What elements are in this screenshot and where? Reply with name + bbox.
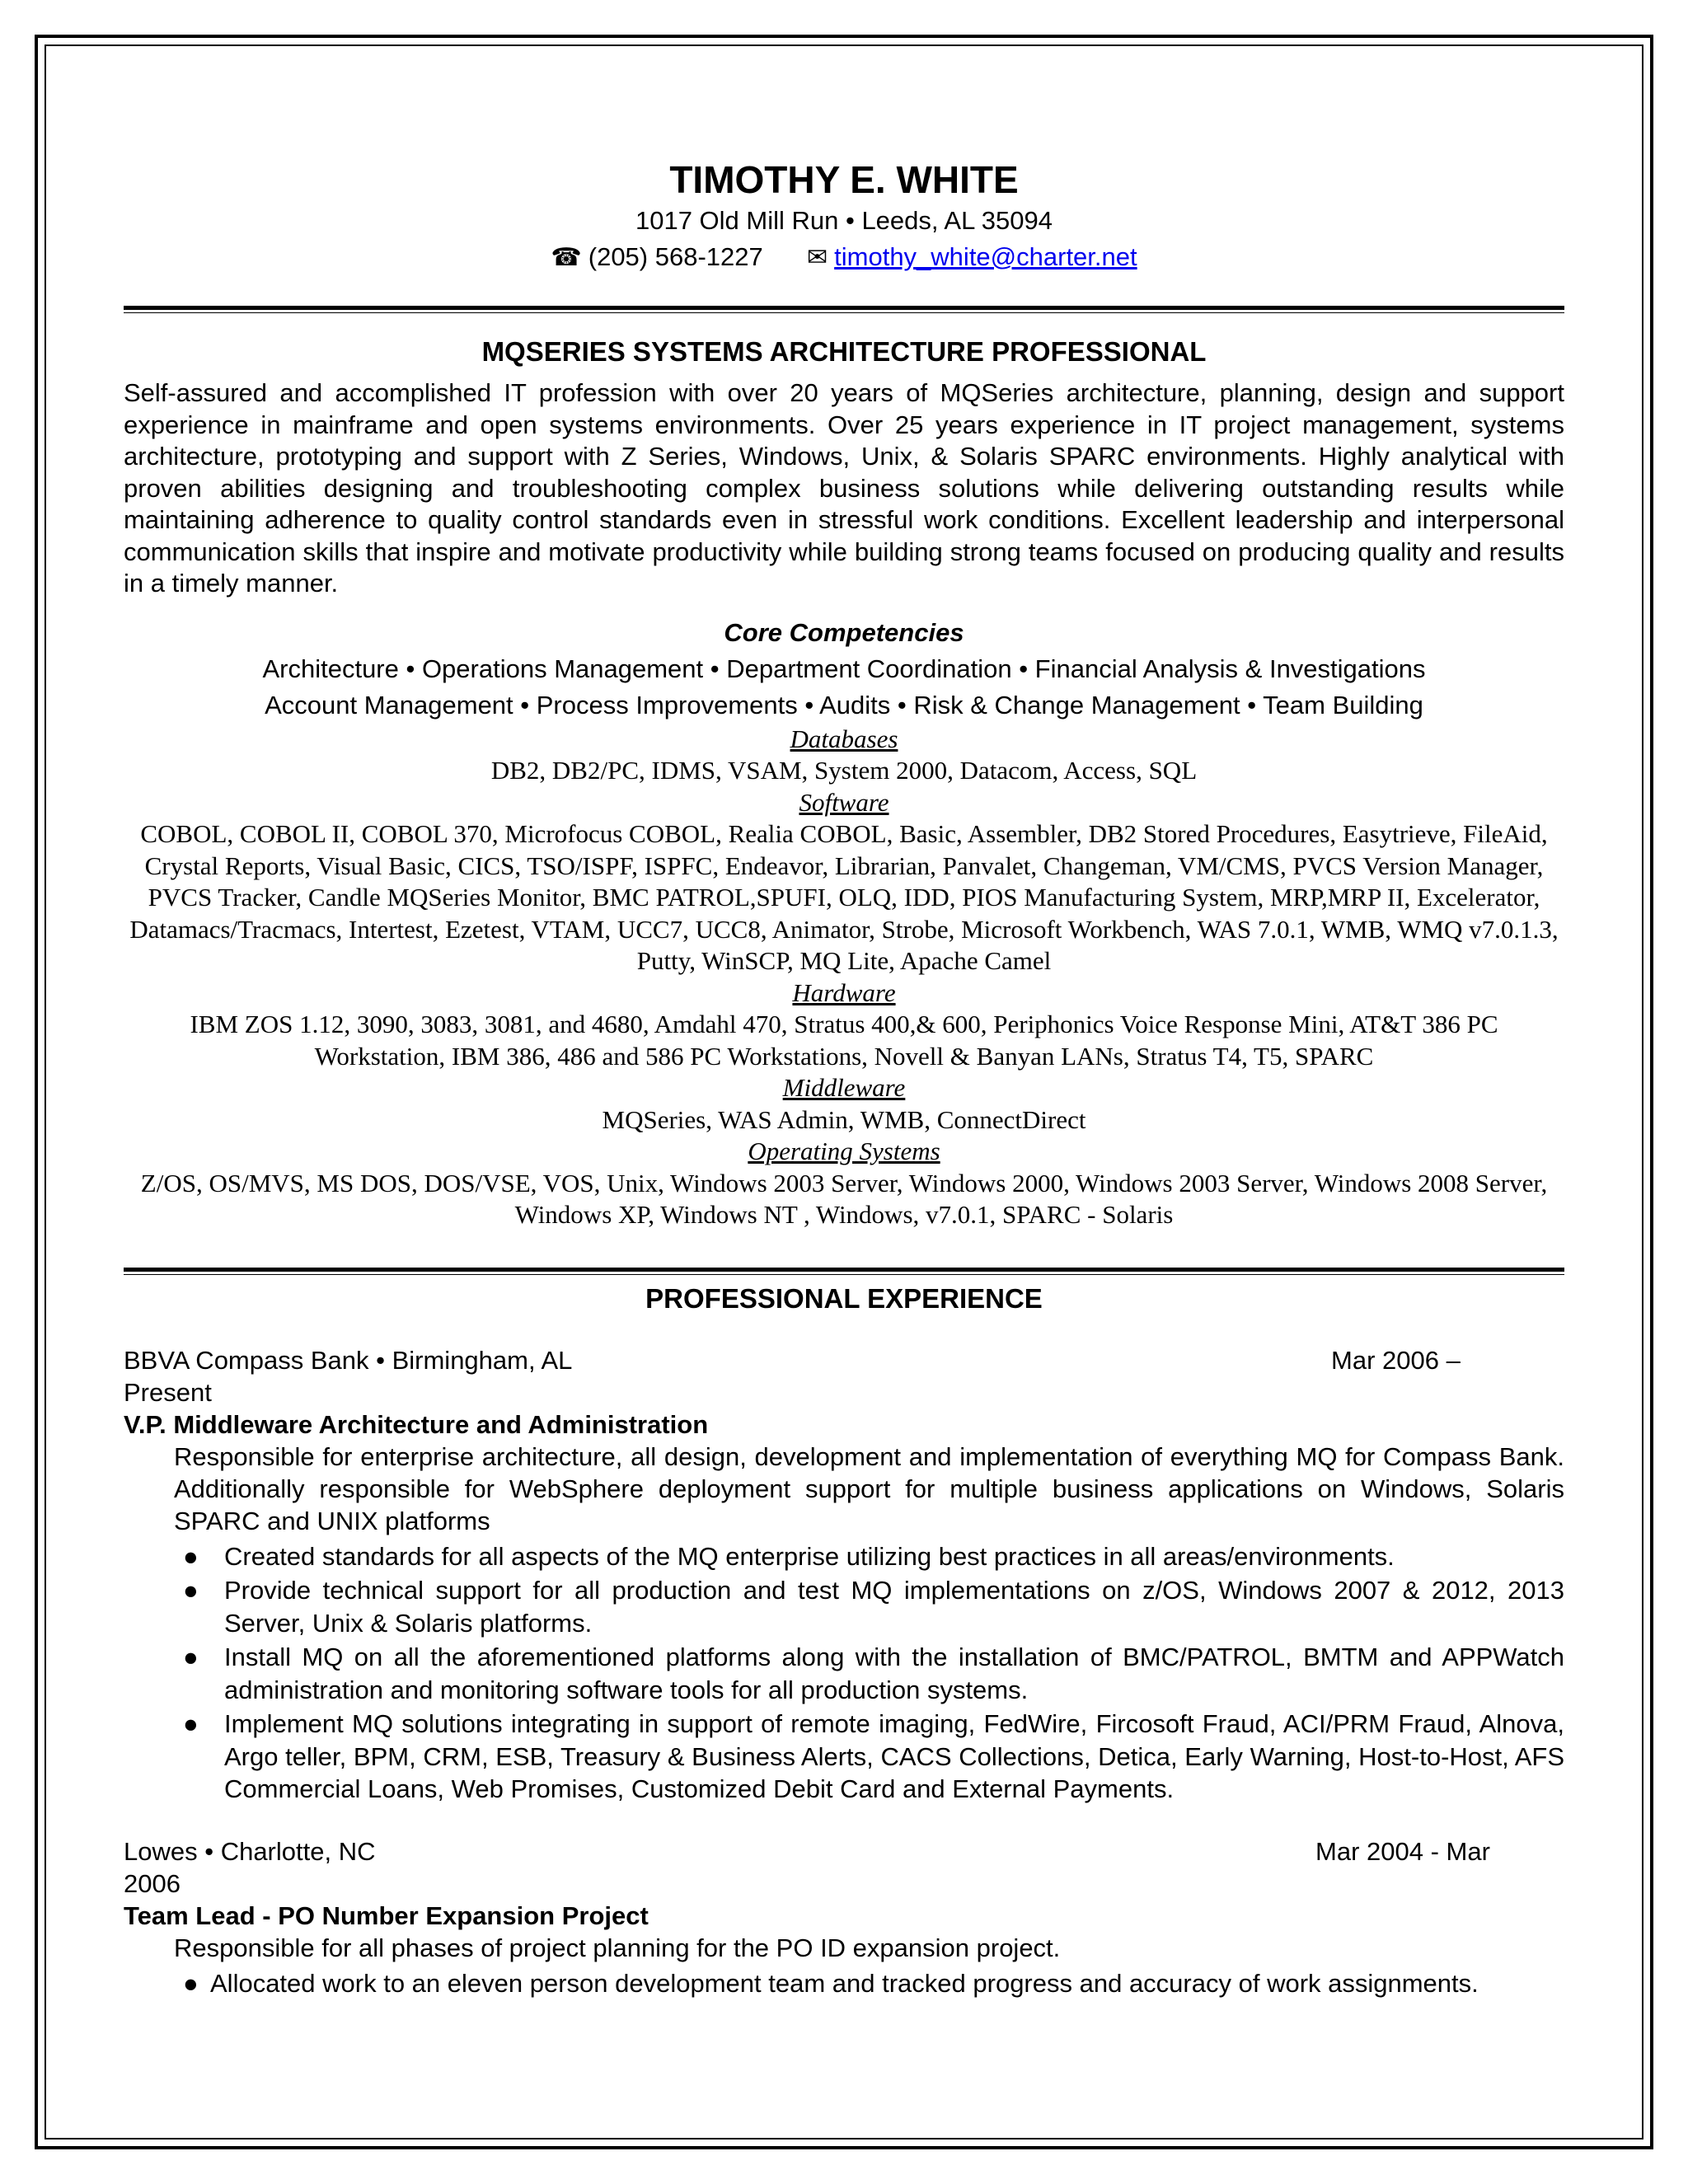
job-company: BBVA Compass Bank • Birmingham, AL: [124, 1345, 573, 1375]
divider: [124, 1268, 1564, 1275]
summary-heading: MQSERIES SYSTEMS ARCHITECTURE PROFESSIONAL: [481, 336, 1207, 367]
operating-systems-list: Z/OS, OS/MVS, MS DOS, DOS/VSE, VOS, Unix, Windows 2003 Server, Windows 2000, Windows 2003 Server, Windows 2008 Server, Windows XP, Windows NT , Windows, v7.0.1, SPARC - Solaris: [140, 1168, 1548, 1229]
core-competencies-heading: Core Competencies: [724, 617, 964, 647]
job-description: Responsible for all phases of project planning for the PO ID expansion project.: [174, 1933, 1061, 1962]
list-item: ● Implement MQ solutions integrating in support of remote imaging, FedWire, Fircosoft Fraud, ACI/PRM Fraud, Alnova, Argo teller, BPM, CRM, ESB, Treasury & Business Alerts, CACS Collections, Detica, Early Warning, Host-to-Host, AFS Commercial Loans, Web Promises, Customized Debit Card and External Payments.: [183, 1709, 1564, 1803]
software-list: COBOL, COBOL II, COBOL 370, Microfocus COBOL, Realia COBOL, Basic, Assembler, DB2 Stored Procedures, Easytrieve, FileAid, Crystal Reports, Visual Basic, CICS, TSO/ISPF, ISPFC, Endeavor, Librarian, Panvalet, Changeman, VM/CMS, PVCS Version Manager, PVCS Tracker, Candle MQSeries Monitor, BMC PATROL,SPUFI, OLQ, IDD, PIOS Manufacturing System, MRP,MRP II, Excelerator, Datamacs/Tracmacs, Intertest, Ezetest, VTAM, UCC7, UCC8, Animator, Strobe, Microsoft Workbench, WAS 7.0.1, WMB, WMQ v7.0.1.3, Putty, WinSCP, MQ Lite, Apache Camel: [129, 819, 1559, 975]
list-item: ● Install MQ on all the aforementioned platforms along with the installation of BMC/PATROL, BMTM and APPWatch administration and monitoring software tools for all production systems.: [183, 1643, 1564, 1704]
job-header: [124, 1835, 1564, 1868]
bullet-icon: ●: [183, 1968, 199, 1998]
email-link[interactable]: timothy_white@charter.net: [834, 242, 1137, 271]
middleware-list: MQSeries, WAS Admin, WMB, ConnectDirect: [602, 1104, 1086, 1134]
resume: [124, 157, 1564, 2001]
core-competencies-line-2: Account Management • Process Improvements • Audits • Risk & Change Management • Team Building: [265, 690, 1423, 719]
databases-label: Databases: [790, 724, 898, 753]
job-company: Lowes • Charlotte, NC: [124, 1836, 376, 1866]
experience-heading: PROFESSIONAL EXPERIENCE: [645, 1282, 1043, 1314]
bullet-icon: ●: [183, 1541, 199, 1571]
job-date-end: Present: [124, 1377, 212, 1407]
operating-systems-label: Operating Systems: [748, 1137, 940, 1165]
job-description: Responsible for enterprise architecture, all design, development and implementation of everything MQ for Compass Bank. Additionally responsible for WebSphere deployment support for multiple business applications on Windows, Solaris SPARC and UNIX platforms: [174, 1441, 1564, 1535]
middleware-label: Middleware: [782, 1073, 906, 1102]
envelope-icon: ✉: [807, 244, 828, 271]
hardware-list: IBM ZOS 1.12, 3090, 3083, 3081, and 4680, Amdahl 470, Stratus 400,& 600, Periphonics Voice Response Mini, AT&T 386 PC Workstation, IBM 386, 486 and 586 PC Workstations, Novell & Banyan LANs, Stratus T4, T5, SPARC: [190, 1010, 1498, 1071]
bullet-icon: ●: [183, 1709, 199, 1738]
divider: [124, 306, 1564, 313]
software-label: Software: [799, 787, 889, 817]
phone-icon: ☎: [551, 244, 582, 271]
job-entry: [124, 1344, 1564, 1806]
summary-text: Self-assured and accomplished IT profession with over 20 years of MQSeries architecture, planning, design and support experience in mainframe and open systems environments. Over 25 years experience in IT project management, systems architecture, prototyping and support with Z Series, Windows, Unix, & Solaris SPARC environments. Highly analytical with proven abilities designing and troubleshooting complex business solutions while delivering outstanding results while maintaining adherence to quality control standards even in stressful work conditions. Excellent leadership and interpersonal communication skills that inspire and motivate productivity while building strong teams focused on producing quality and results in a timely manner.: [124, 378, 1564, 598]
candidate-name: TIMOTHY E. WHITE: [669, 158, 1019, 201]
technical-skills: [124, 724, 1564, 1231]
bullet-icon: ●: [183, 1576, 199, 1605]
resume-header: [124, 157, 1564, 276]
address: 1017 Old Mill Run • Leeds, AL 35094: [635, 206, 1053, 235]
core-competencies-line-1: Architecture • Operations Management • Department Coordination • Financial Analysis & Investigations: [262, 654, 1426, 683]
job-header: [124, 1344, 1564, 1376]
bullet-icon: ●: [183, 1643, 199, 1671]
job-entry: [124, 1835, 1564, 2000]
job-date-start: Mar 2004 - Mar: [1315, 1836, 1490, 1866]
list-item: ● Allocated work to an eleven person development team and tracked progress and accuracy of work assignments.: [124, 1967, 1564, 2000]
databases-list: DB2, DB2/PC, IDMS, VSAM, System 2000, Datacom, Access, SQL: [490, 756, 1198, 785]
job-bullets: [124, 1967, 1564, 2000]
job-date-start: Mar 2006 –: [1331, 1345, 1461, 1375]
phone-number: (205) 568-1227: [588, 242, 763, 271]
job-position: V.P. Middleware Architecture and Administration: [124, 1409, 709, 1439]
job-date-end: 2006: [124, 1868, 181, 1898]
contact-line: [124, 239, 1564, 276]
list-item: ● Provide technical support for all production and test MQ implementations on z/OS, Windows 2007 & 2012, 2013 Server, Unix & Solaris platforms.: [183, 1576, 1564, 1638]
hardware-label: Hardware: [792, 977, 896, 1007]
job-position: Team Lead - PO Number Expansion Project: [124, 1900, 649, 1930]
list-item: ● Created standards for all aspects of the MQ enterprise utilizing best practices in all areas/environments.: [124, 1540, 1564, 1573]
job-bullets: [124, 1540, 1564, 1806]
